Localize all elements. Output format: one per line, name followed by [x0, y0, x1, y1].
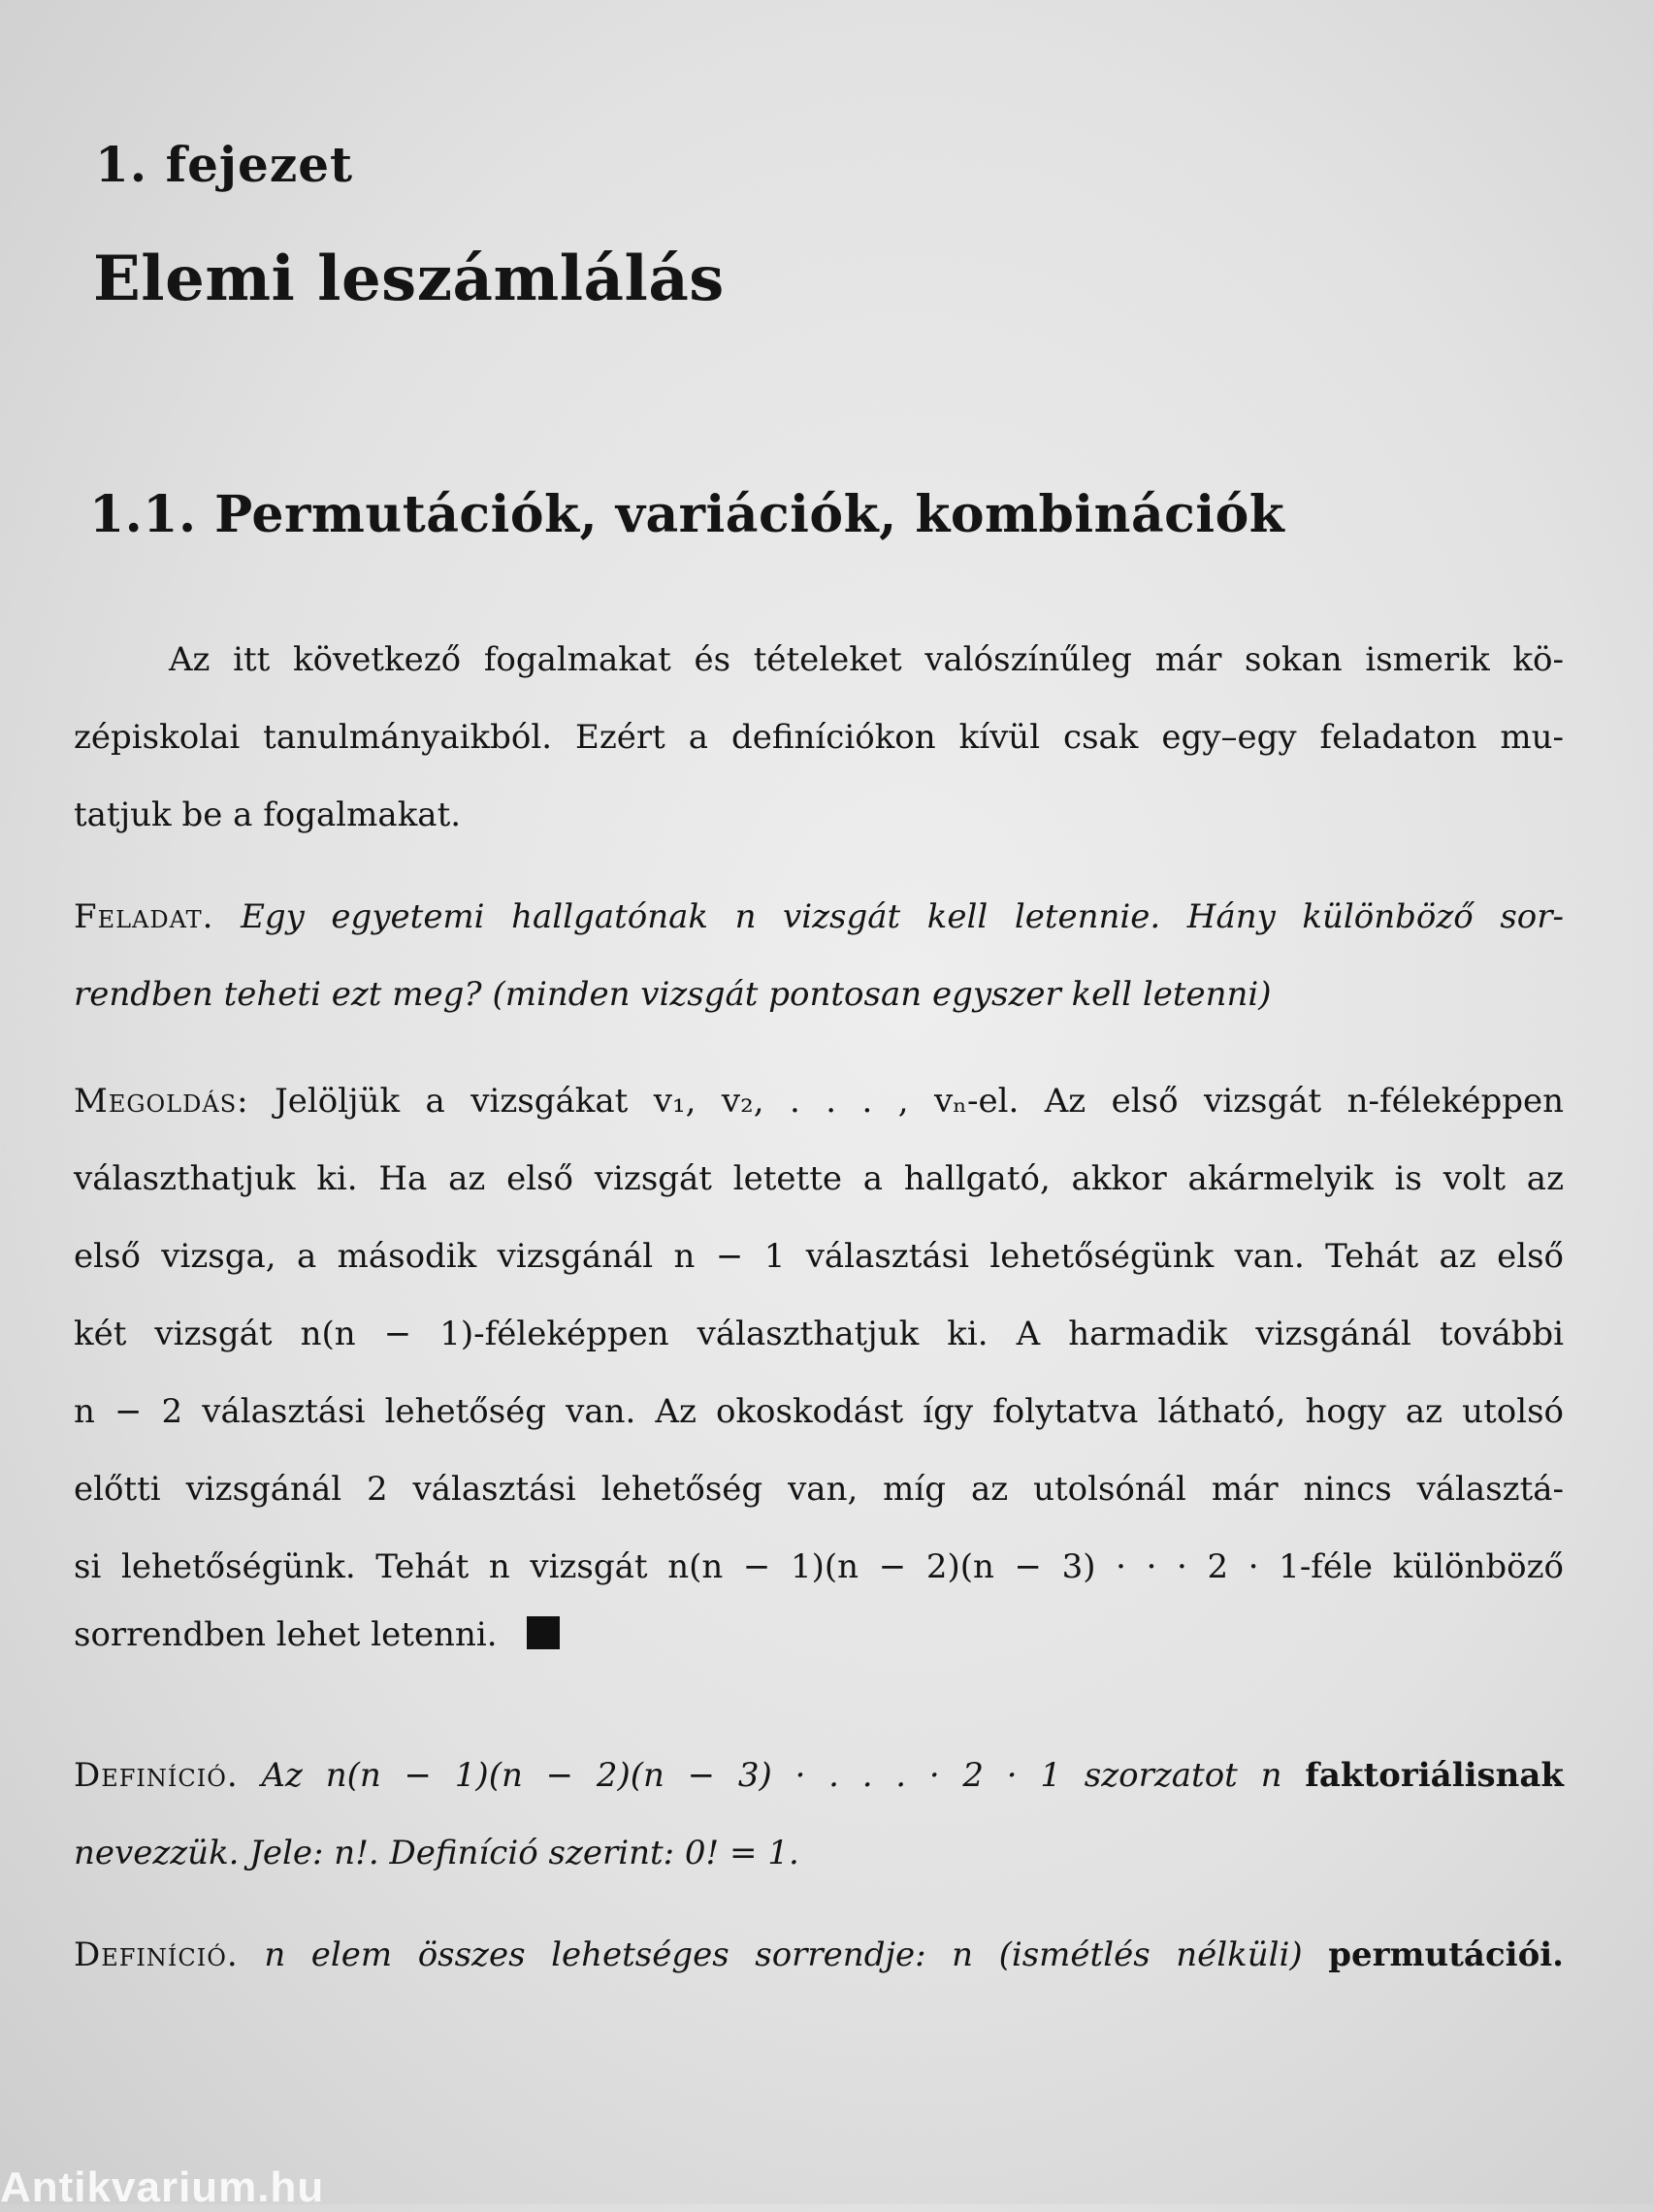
definicio1-text: Az n(n − 1)(n − 2)(n − 3) · . . . · 2 · 1 szorzatot n [261, 1756, 1282, 1795]
definicio2-label: Definíció. [74, 1936, 239, 1974]
megoldas-line: n − 2 választási lehetőség van. Az okoskodást így folytatva látható, hogy az utolsó [74, 1392, 1564, 1431]
feladat-label: Feladat. [74, 897, 214, 936]
watermark-text: Antikvarium.hu [0, 2163, 325, 2211]
definicio1-line-2: nevezzük. Jele: n!. Definíció szerint: 0! = 1. [74, 1834, 799, 1872]
section-title: 1.1. Permutációk, variációk, kombinációk [89, 485, 1285, 544]
definicio2-text: n elem összes lehetséges sorrendje: n (ismétlés nélküli) [264, 1936, 1303, 1974]
definicio2-term: permutációi. [1328, 1936, 1565, 1974]
qed-square-icon [527, 1616, 560, 1649]
megoldas-line: előtti vizsgánál 2 választási lehetőség van, míg az utolsónál már nincs választá- [74, 1470, 1564, 1509]
chapter-number: 1. fejezet [95, 136, 354, 193]
definicio1-term: faktoriálisnak [1305, 1756, 1564, 1795]
feladat-text-1: Egy egyetemi hallgatónak n vizsgát kell letennie. Hány különböző sor- [241, 897, 1564, 936]
megoldas-line: első vizsga, a második vizsgánál n − 1 választási lehetőségünk van. Tehát az első [74, 1237, 1564, 1276]
megoldas-label: Megoldás: [74, 1082, 249, 1121]
megoldas-line-1 [74, 1082, 1564, 1121]
definicio1-label: Definíció. [74, 1756, 239, 1795]
feladat-line-2: rendben teheti ezt meg? (minden vizsgát pontosan egyszer kell letenni) [74, 975, 1272, 1014]
feladat-line-1 [74, 897, 1564, 936]
megoldas-text-1: Jelöljük a vizsgákat v₁, v₂, . . . , vₙ-el. Az első vizsgát n-féleképpen [275, 1082, 1564, 1121]
megoldas-line: két vizsgát n(n − 1)-féleképpen választhatjuk ki. A harmadik vizsgánál további [74, 1315, 1564, 1353]
definicio2-line [74, 1936, 1564, 1974]
intro-line: tatjuk be a fogalmakat. [74, 796, 462, 834]
megoldas-last-line [74, 1615, 1564, 1654]
megoldas-line: si lehetőségünk. Tehát n vizsgát n(n − 1)(n − 2)(n − 3) · · · 2 · 1-féle különböző [74, 1547, 1564, 1586]
definicio1-line-1 [74, 1756, 1564, 1795]
megoldas-last-text: sorrendben lehet letenni. [74, 1615, 498, 1654]
intro-line: zépiskolai tanulmányaikból. Ezért a definíciókon kívül csak egy–egy feladaton mu- [74, 718, 1564, 757]
intro-line: Az itt következő fogalmakat és tételeket valószínűleg már sokan ismerik kö- [169, 640, 1564, 679]
chapter-title: Elemi leszámlálás [93, 243, 725, 315]
megoldas-line: választhatjuk ki. Ha az első vizsgát letette a hallgató, akkor akármelyik is volt az [74, 1159, 1564, 1198]
